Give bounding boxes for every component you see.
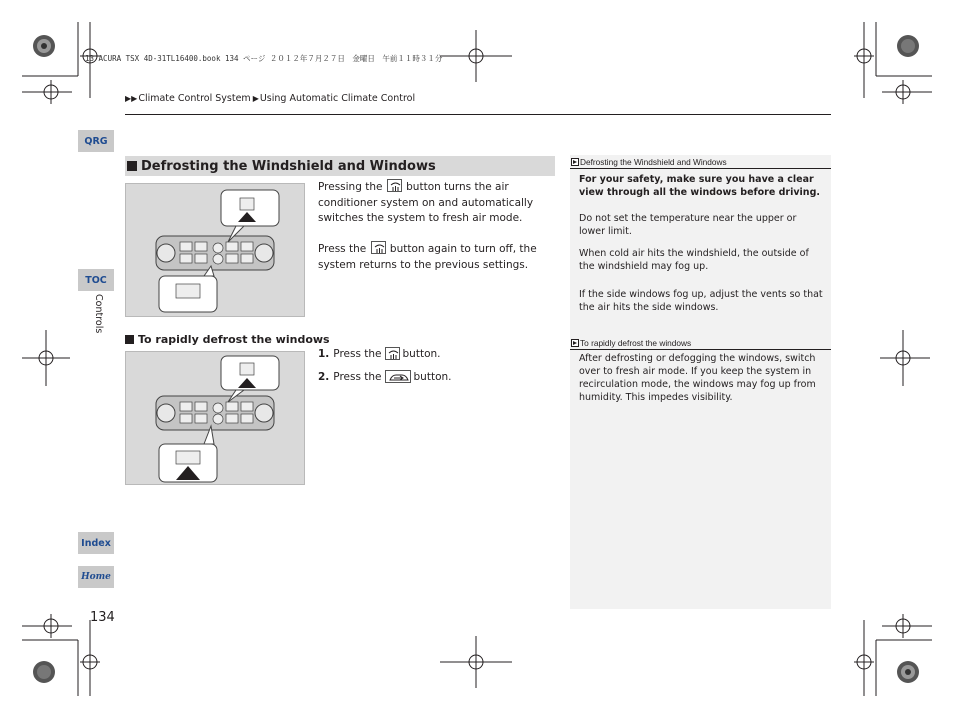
note-1-paragraph-3: If the side windows fog up, adjust the vents so that the air hits the side windows. xyxy=(579,289,823,313)
section-bullet-icon xyxy=(127,161,137,171)
section-label-controls: Controls xyxy=(93,294,104,334)
page-number: 134 xyxy=(90,610,115,625)
qrg-tab[interactable]: QRG xyxy=(78,130,114,152)
climate-panel-illustration-1 xyxy=(126,184,305,317)
defrost-button-icon xyxy=(371,241,386,254)
breadcrumb xyxy=(125,93,415,104)
defrost-icon xyxy=(385,347,400,360)
print-header-line: 13 ACURA TSX 4D-31TL16400.book 134 ページ ２０１２年７月２７日 金曜日 午前１１時３１分 xyxy=(85,54,443,63)
note-arrow-icon xyxy=(571,339,579,347)
note-arrow-icon xyxy=(571,158,579,166)
note-1-heading: Defrosting the Windshield and Windows xyxy=(570,155,831,169)
defrost-button-icon xyxy=(387,179,402,192)
section-paragraph-2: Press the button again to turn off, the system returns to the previous settings. xyxy=(318,243,537,271)
step-1: 1. Press the button. xyxy=(318,347,441,360)
note-2-paragraph-1: After defrosting or defogging the windows, switch over to fresh air mode. If you keep the system in recirculation mode, the windows may fog up from humidity. This impedes visibility. xyxy=(579,353,816,403)
subsection-title: To rapidly defrost the windows xyxy=(125,333,330,346)
breadcrumb-separator-icon: ▶ xyxy=(252,94,259,103)
subsection-bullet-icon xyxy=(125,335,134,344)
toc-tab[interactable]: TOC xyxy=(78,269,114,291)
breadcrumb-item-climate-control[interactable]: Climate Control System xyxy=(138,93,251,104)
note-1-paragraph-2: When cold air hits the windshield, the outside of the windshield may fog up. xyxy=(579,248,809,272)
index-tab[interactable]: Index xyxy=(78,532,114,554)
section-title-bar xyxy=(125,156,555,176)
note-1-paragraph-1: Do not set the temperature near the upper or lower limit. xyxy=(579,213,797,237)
section-paragraph-1: Pressing the button turns the air conditioner system on and automatically switches the system to fresh air mode. xyxy=(318,181,534,224)
climate-panel-figure-1 xyxy=(125,183,305,317)
step-2: 2. Press the button. xyxy=(318,370,452,383)
note-2-heading: To rapidly defrost the windows xyxy=(570,336,831,350)
header-rule xyxy=(125,114,831,115)
breadcrumb-arrow-icon: ▶▶ xyxy=(125,94,138,103)
home-button[interactable]: Home xyxy=(78,566,114,588)
fresh-air-icon xyxy=(385,370,411,383)
climate-panel-illustration-2 xyxy=(126,352,305,485)
section-title: Defrosting the Windshield and Windows xyxy=(141,158,436,174)
climate-panel-figure-2 xyxy=(125,351,305,485)
breadcrumb-item-automatic[interactable]: Using Automatic Climate Control xyxy=(259,93,416,104)
note-1-warning: For your safety, make sure you have a clear view through all the windows before driving. xyxy=(579,174,820,198)
